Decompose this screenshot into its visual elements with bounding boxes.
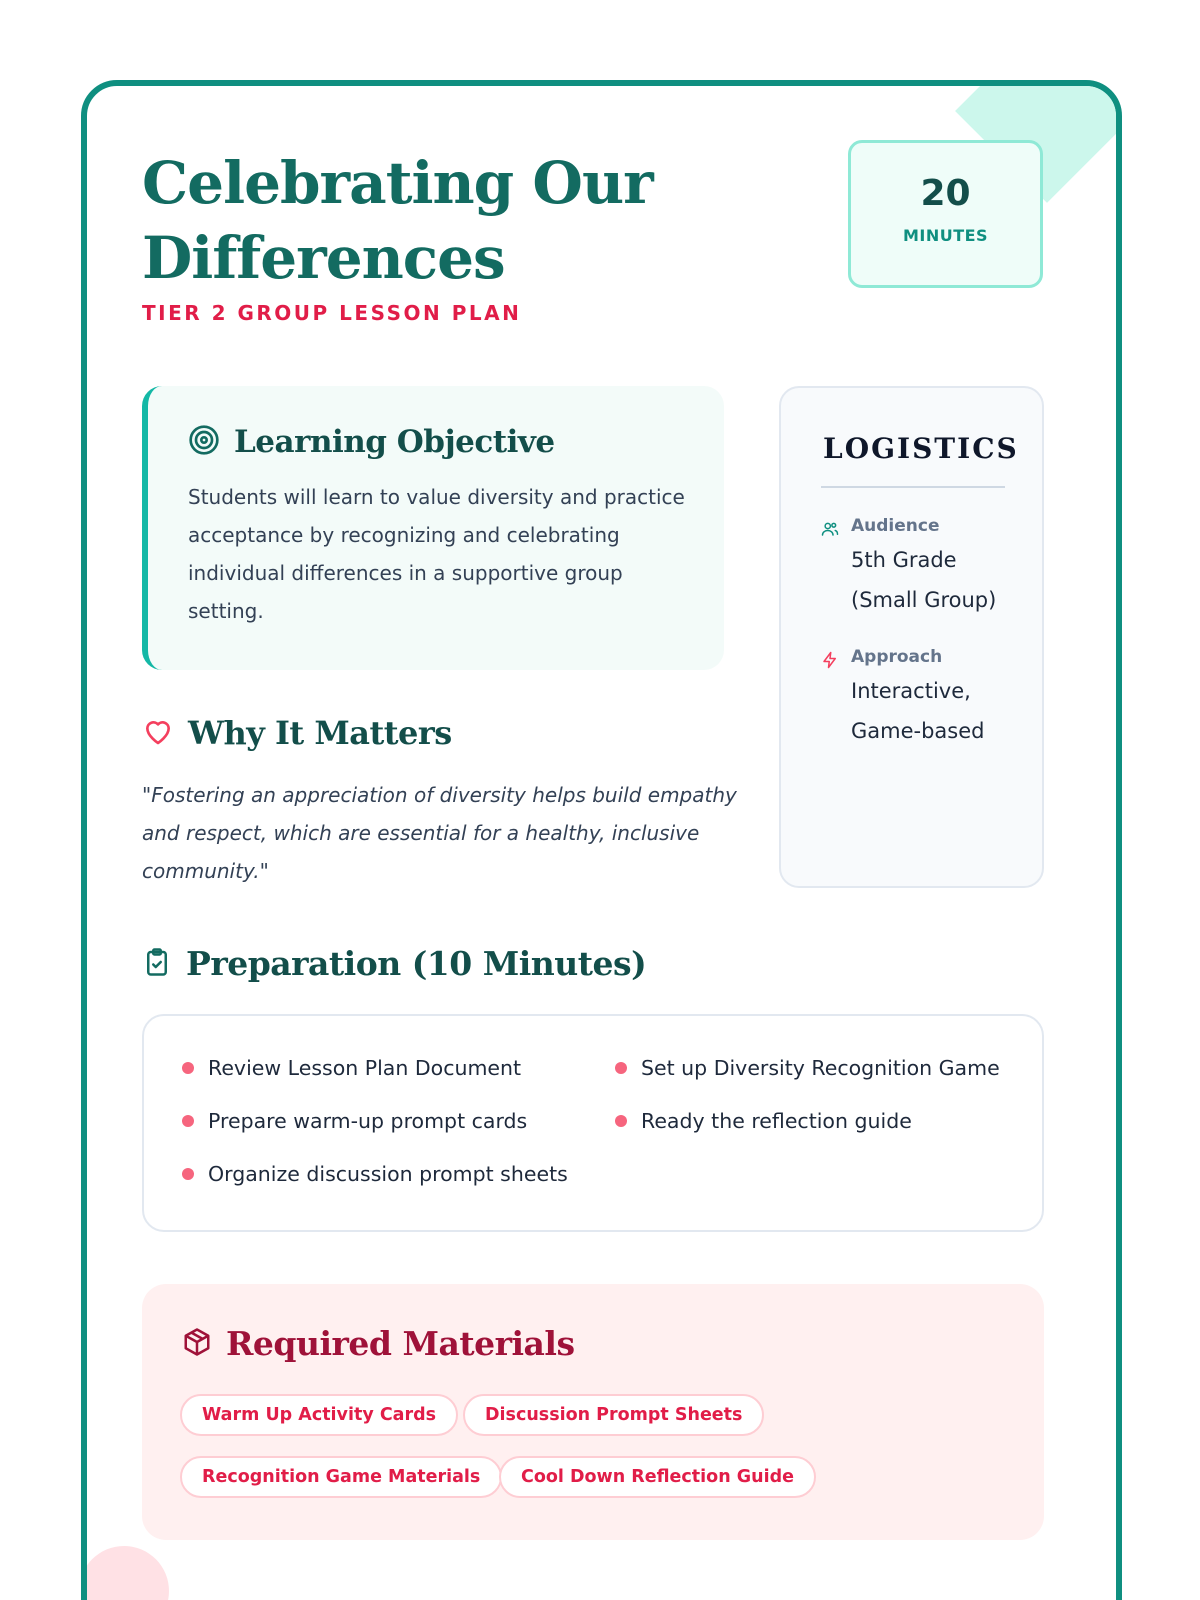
logistics-value: 5th Grade (Small Group)	[851, 548, 997, 612]
list-item-text: Set up Diversity Recognition Game	[641, 1056, 1000, 1080]
bullet-dot	[182, 1115, 194, 1127]
required-materials-title: Required Materials	[226, 1324, 575, 1363]
learning-objective-text: Students will learn to value diversity and practice acceptance by recognizing and celebrating individual differences in a supportive group setting.	[188, 485, 685, 623]
logistics-item-audience	[821, 516, 1021, 620]
list-item	[615, 1109, 912, 1133]
lesson-plan-card	[81, 80, 1122, 1600]
list-item-text: Review Lesson Plan Document	[208, 1056, 522, 1080]
users-icon	[821, 520, 839, 542]
why-it-matters-header	[142, 714, 452, 752]
duration-value: 20	[920, 173, 971, 214]
zap-icon	[821, 651, 839, 673]
required-materials-panel	[142, 1284, 1044, 1540]
logistics-value: Interactive, Game-based	[851, 679, 985, 743]
clipboard-check-icon	[142, 945, 172, 983]
preparation-title: Preparation (10 Minutes)	[186, 944, 647, 983]
logistics-panel	[779, 386, 1044, 888]
logistics-label: Approach	[851, 647, 943, 667]
logistics-title: LOGISTICS	[823, 432, 1019, 465]
page-subtitle: TIER 2 GROUP LESSON PLAN	[142, 301, 522, 325]
list-item-text: Organize discussion prompt sheets	[208, 1162, 568, 1186]
material-chip: Warm Up Activity Cards	[180, 1394, 458, 1436]
learning-objective-title: Learning Objective	[234, 424, 555, 460]
package-icon	[182, 1327, 212, 1361]
target-icon	[188, 424, 220, 460]
learning-objective-panel	[142, 386, 724, 670]
learning-objective-header	[188, 424, 555, 460]
list-item	[182, 1109, 527, 1133]
bullet-dot	[615, 1062, 627, 1074]
list-item	[615, 1056, 1000, 1080]
logistics-divider	[821, 486, 1005, 488]
list-item	[182, 1056, 521, 1080]
decorative-circle	[81, 1546, 169, 1600]
why-it-matters-quote: "Fostering an appreciation of diversity helps build empathy and respect, which are essential for a healthy, inclusive community."	[142, 783, 737, 883]
material-chip: Discussion Prompt Sheets	[463, 1394, 764, 1436]
preparation-checklist	[142, 1014, 1044, 1232]
preparation-header	[142, 944, 646, 983]
page-title: Celebrating Our Differences	[142, 149, 653, 292]
list-item-text: Prepare warm-up prompt cards	[208, 1109, 528, 1133]
material-chip: Recognition Game Materials	[180, 1456, 502, 1498]
logistics-item-approach	[821, 647, 1021, 751]
material-chip: Cool Down Reflection Guide	[499, 1456, 816, 1498]
list-item-text: Ready the reflection guide	[641, 1109, 912, 1133]
why-it-matters-title: Why It Matters	[188, 714, 452, 752]
logistics-label: Audience	[851, 516, 940, 536]
bullet-dot	[182, 1062, 194, 1074]
bullet-dot	[182, 1168, 194, 1180]
duration-badge	[848, 140, 1043, 288]
required-materials-header	[182, 1324, 575, 1363]
list-item	[182, 1162, 568, 1186]
duration-unit: MINUTES	[902, 226, 989, 245]
bullet-dot	[615, 1115, 627, 1127]
heart-icon	[142, 715, 174, 751]
